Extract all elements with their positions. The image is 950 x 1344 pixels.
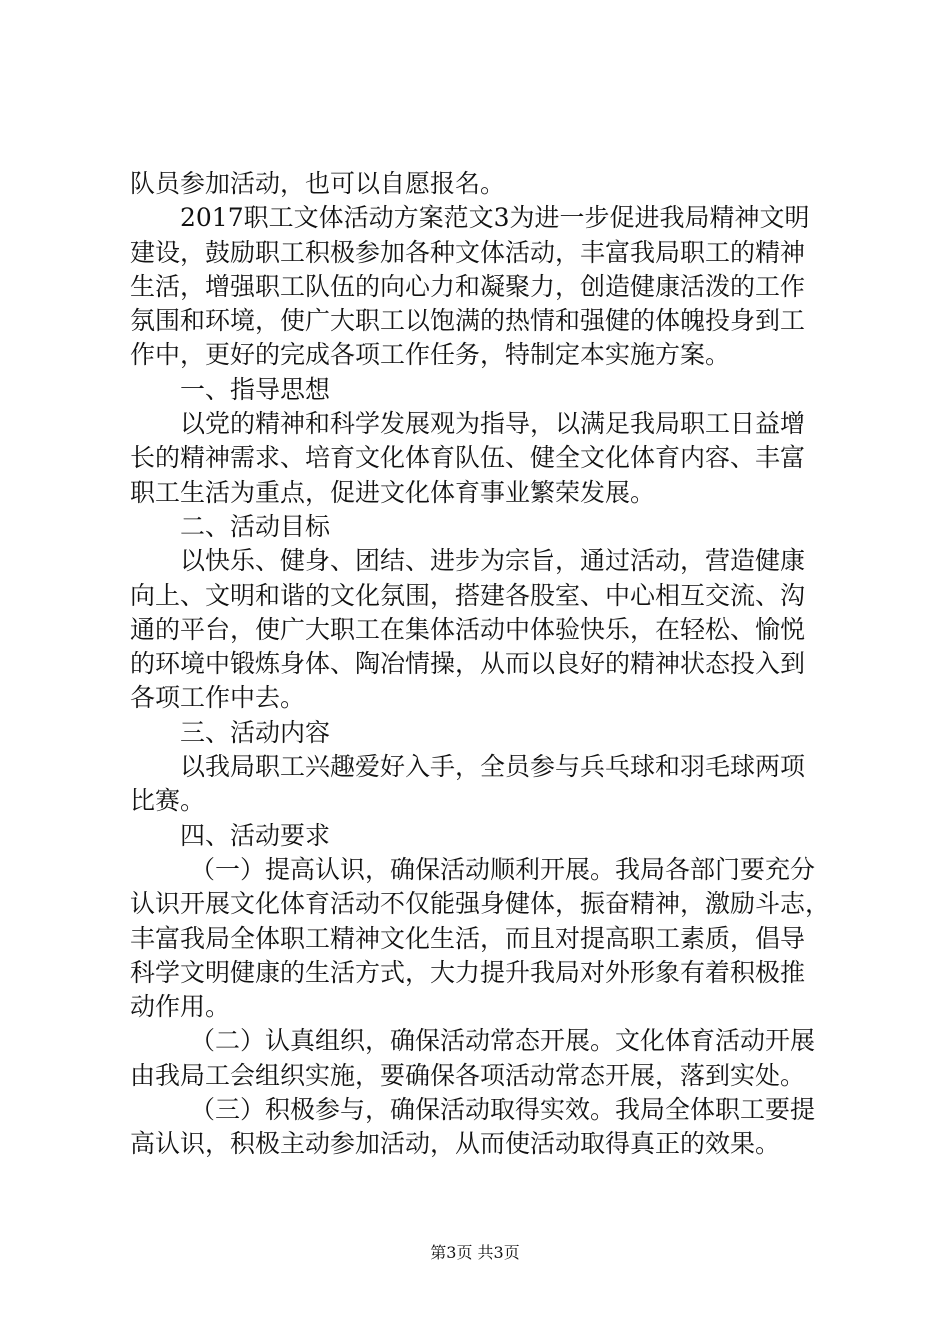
text-line: 建设，鼓励职工积极参加各种文体活动，丰富我局职工的精神 [130, 237, 806, 267]
page-number-footer: 第3页 共3页 [430, 1243, 520, 1262]
text-line: 认识开展文化体育活动不仅能强身健体，振奋精神，激励斗志， [130, 889, 831, 919]
text-line: （二）认真组织，确保活动常态开展。文化体育活动开展 [190, 1026, 816, 1056]
text-line: （一）提高认识，确保活动顺利开展。我局各部门要充分 [190, 854, 816, 884]
text-line: 队员参加活动，也可以自愿报名。 [130, 169, 506, 198]
text-line: 以党的精神和科学发展观为指导，以满足我局职工日益增 [180, 409, 806, 439]
text-line: 的环境中锻炼身体、陶冶情操，从而以良好的精神状态投入到 [130, 649, 806, 679]
text-line: 丰富我局全体职工精神文化生活，而且对提高职工素质，倡导 [130, 923, 806, 953]
text-line: 以快乐、健身、团结、进步为宗旨，通过活动，营造健康 [180, 546, 806, 576]
text-line: 职工生活为重点，促进文化体育事业繁荣发展。 [130, 477, 656, 507]
text-line: 动作用。 [130, 992, 231, 1022]
text-line: 作中，更好的完成各项工作任务，特制定本实施方案。 [130, 340, 731, 370]
section-heading: 四、活动要求 [180, 820, 331, 850]
text-line: 高认识，积极主动参加活动，从而使活动取得真正的效果。 [130, 1129, 781, 1159]
section-heading: 三、活动内容 [180, 717, 331, 747]
text-line: 氛围和环境，使广大职工以饱满的热情和强健的体魄投身到工 [130, 306, 806, 336]
text-line: 科学文明健康的生活方式，大力提升我局对外形象有着积极推 [130, 957, 806, 987]
text-line: 比赛。 [130, 786, 206, 816]
section-heading: 二、活动目标 [180, 511, 331, 541]
text-line: 2017职工文体活动方案范文3为进一步促进我局精神文明 [180, 203, 810, 233]
section-heading: 一、指导思想 [180, 374, 331, 404]
text-line: 以我局职工兴趣爱好入手，全员参与兵乓球和羽毛球两项 [180, 752, 806, 782]
text-line: 通的平台，使广大职工在集体活动中体验快乐，在轻松、愉悦 [130, 614, 806, 644]
text-line: （三）积极参与，确保活动取得实效。我局全体职工要提 [190, 1095, 816, 1125]
text-line: 生活，增强职工队伍的向心力和凝聚力，创造健康活泼的工作 [130, 271, 806, 301]
document-body [130, 167, 830, 1162]
text-line: 各项工作中去。 [130, 683, 306, 713]
text-line: 向上、文明和谐的文化氛围，搭建各股室、中心相互交流、沟 [130, 580, 806, 610]
text-line: 由我局工会组织实施，要确保各项活动常态开展，落到实处。 [130, 1060, 806, 1090]
text-line: 长的精神需求、培育文化体育队伍、健全文化体育内容、丰富 [130, 443, 806, 473]
